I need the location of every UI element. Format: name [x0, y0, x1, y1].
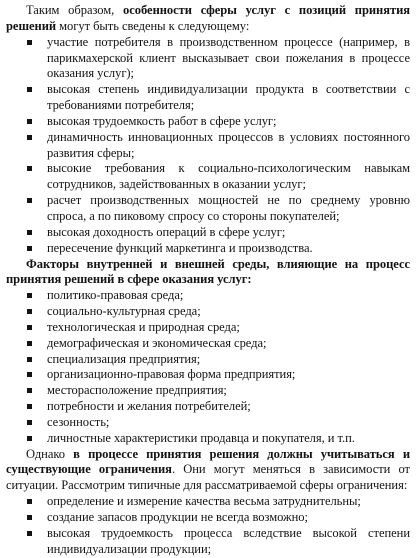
square-bullet-icon — [27, 135, 32, 140]
list-item-text: политико-правовая среда; — [47, 288, 184, 303]
list-item — [6, 415, 410, 431]
list-item — [6, 288, 410, 304]
list-item-text: высокая трудоемкость работ в сфере услуг; — [47, 113, 277, 128]
list-item-text: демографическая и экономическая среда; — [47, 335, 267, 350]
list-item-text: сезонность; — [47, 414, 110, 429]
list-item — [6, 114, 410, 130]
list-item-text: специализация предприятия; — [47, 351, 201, 366]
list-item — [6, 367, 410, 383]
square-bullet-icon — [27, 40, 32, 45]
square-bullet-icon — [27, 436, 32, 441]
list-item-text: высокая степень индивидуализации продукта в соответствии с требованиями потребителя; — [47, 82, 410, 113]
list-item-text: потребности и желания потребителей; — [47, 399, 251, 414]
list-item — [6, 510, 410, 526]
list-item — [6, 130, 410, 162]
square-bullet-icon — [27, 230, 32, 235]
list-item — [6, 383, 410, 399]
list-item-text: пересечение функций маркетинга и производства. — [47, 240, 313, 255]
list-item-text: организационно-правовая форма предприятия; — [47, 367, 296, 382]
factors-heading: Факторы внутренней и внешней среды, влияющие на процесс принятия решений в сфере оказания услуг: — [6, 256, 410, 287]
list-item-text: технологическая и природная среда; — [47, 319, 240, 334]
list-item — [6, 225, 410, 241]
factors-list — [6, 288, 410, 446]
square-bullet-icon — [27, 293, 32, 298]
square-bullet-icon — [27, 372, 32, 377]
list-item-text: участие потребителя в производственном процессе (например, в парикмахерской клиент высказывает свои пожелания в процессе оказания услуг); — [47, 34, 410, 81]
intro-paragraph — [6, 3, 410, 35]
list-item — [6, 35, 410, 83]
list-item — [6, 193, 410, 225]
intro-bold-phrase: особенности сферы услуг с позиций принятия решений — [6, 3, 410, 33]
square-bullet-icon — [27, 388, 32, 393]
list-item-text: месторасположение предприятия; — [47, 383, 227, 398]
list-item — [6, 320, 410, 336]
square-bullet-icon — [27, 198, 32, 203]
square-bullet-icon — [27, 357, 32, 362]
list-item-text: высокие требования к социально-психологическим навыкам сотрудников, задействованных в оказании услуг; — [47, 161, 410, 192]
square-bullet-icon — [27, 246, 32, 251]
constraints-tail: . Они могут меняться в зависимости от ситуации. Рассмотрим типичные для рассматриваемой сферы ограничения: — [6, 462, 410, 493]
list-item — [6, 304, 410, 320]
list-item-text: социально-культурная среда; — [47, 304, 201, 319]
list-item — [6, 82, 410, 114]
square-bullet-icon — [27, 515, 32, 520]
list-item — [6, 494, 410, 510]
square-bullet-icon — [27, 309, 32, 314]
list-item-text: высокая трудоемкость процесса вследствие высокой степени индивидуализации продукции; — [47, 525, 410, 556]
list-item-text: определение и измерение качества весьма затруднительны; — [47, 494, 361, 509]
list-item-text: создание запасов продукции не всегда возможно; — [47, 510, 308, 524]
list-item — [6, 336, 410, 352]
square-bullet-icon — [27, 531, 32, 536]
square-bullet-icon — [27, 341, 32, 346]
square-bullet-icon — [27, 499, 32, 504]
list-item — [6, 161, 410, 193]
features-list — [6, 35, 410, 257]
list-item-text: высокая доходность операций в сфере услуг; — [47, 224, 286, 239]
list-item — [6, 399, 410, 415]
square-bullet-icon — [27, 420, 32, 425]
list-item — [6, 431, 410, 447]
constraints-lead: Однако — [26, 446, 74, 461]
list-item — [6, 241, 410, 257]
constraints-bold-phrase: в процессе принятия решения должны учитываться и существующие ограничения — [6, 446, 410, 477]
intro-lead: Таким образом, — [26, 3, 124, 17]
list-item — [6, 352, 410, 368]
constraints-paragraph — [6, 447, 410, 495]
square-bullet-icon — [27, 166, 32, 171]
constraints-list — [6, 494, 410, 557]
square-bullet-icon — [27, 87, 32, 92]
square-bullet-icon — [27, 325, 32, 330]
list-item-text: личностные характеристики продавца и покупателя, и т.п. — [47, 430, 355, 445]
square-bullet-icon — [27, 119, 32, 124]
list-item-text: динамичность инновационных процессов в условиях постоянного развития сферы; — [47, 129, 410, 160]
list-item — [6, 526, 410, 558]
square-bullet-icon — [27, 404, 32, 409]
intro-tail: могут быть сведены к следующему: — [56, 18, 250, 33]
list-item-text: расчет производственных мощностей не по среднему уровню спроса, а по пиковому спросу со стороны покупателей; — [47, 193, 410, 223]
